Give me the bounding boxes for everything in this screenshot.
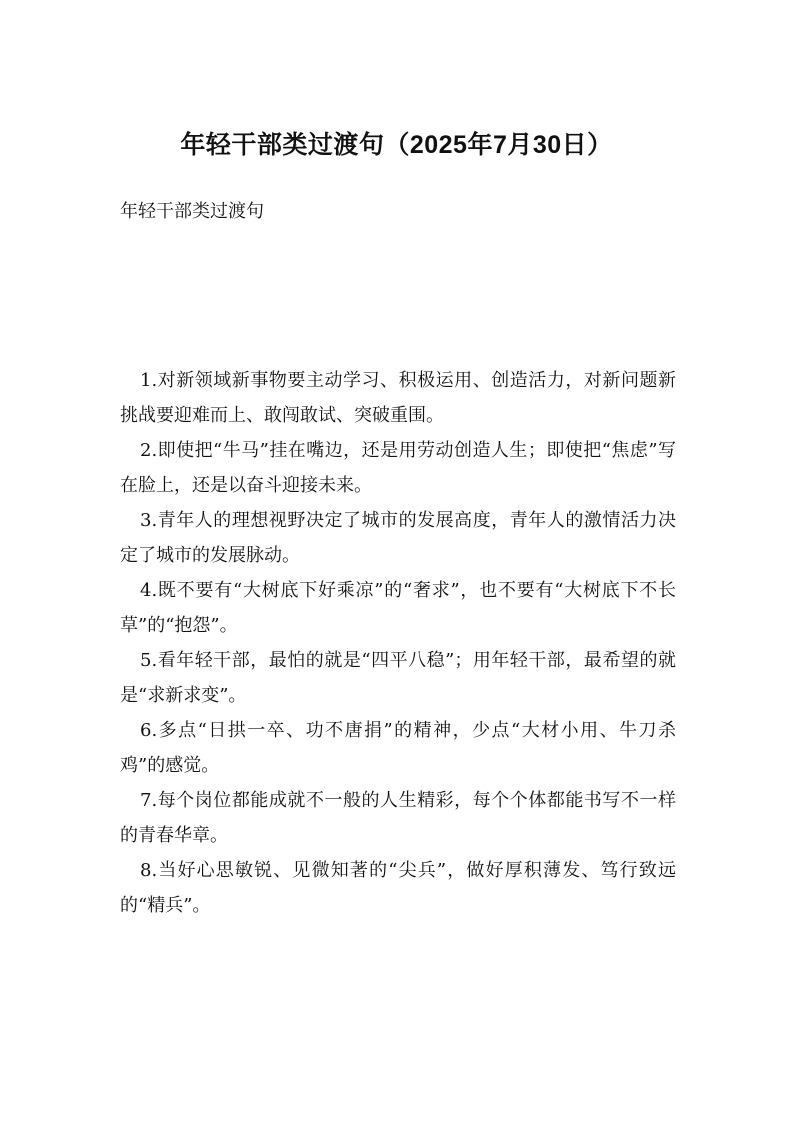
paragraph-2: 2.即使把“牛马”挂在嘴边，还是用劳动创造人生；即使把“焦虑”写在脸上，还是以奋斗迎接未来。 bbox=[120, 440, 676, 496]
paragraph-4: 4.既不要有“大树底下好乘凉”的“奢求”，也不要有“大树底下不长草”的“抱怨”。 bbox=[120, 580, 676, 636]
paragraph-3: 3.青年人的理想视野决定了城市的发展高度，青年人的激情活力决定了城市的发展脉动。 bbox=[120, 510, 676, 566]
paragraph-1: 1.对新领域新事物要主动学习、积极运用、创造活力，对新问题新挑战要迎难而上、敢闯敢试、突破重围。 bbox=[120, 370, 676, 426]
document-body bbox=[120, 363, 676, 923]
paragraph-8: 8.当好心思敏锐、见微知著的“尖兵”，做好厚积薄发、笃行致远的“精兵”。 bbox=[120, 860, 676, 916]
paragraph-6: 6.多点“日拱一卒、功不唐捐”的精神，少点“大材小用、牛刀杀鸡”的感觉。 bbox=[120, 720, 676, 776]
paragraph-7: 7.每个岗位都能成就不一般的人生精彩，每个个体都能书写不一样的青春华章。 bbox=[120, 790, 676, 846]
paragraph-5: 5.看年轻干部，最怕的就是“四平八稳”；用年轻干部，最希望的就是“求新求变”。 bbox=[120, 650, 676, 706]
document-title: 年轻干部类过渡句（2025年7月30日） bbox=[180, 131, 613, 159]
document-subtitle: 年轻干部类过渡句 bbox=[120, 201, 264, 222]
